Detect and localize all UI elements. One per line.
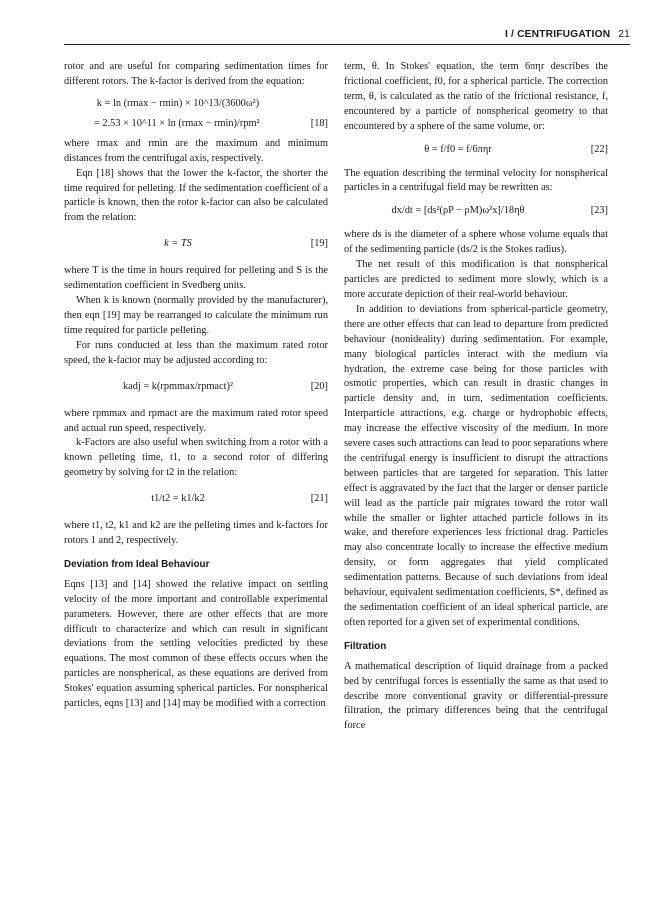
equation-19 [64, 236, 328, 252]
right-paragraph-3: where ds is the diameter of a sphere whose volume equals that of the sedimenting particle (ds/2 is the Stokes radius). [344, 229, 608, 256]
equation-23-expr: dx/dt = [ds²(ρP − ρM)ω²x]/18ηθ [391, 205, 525, 217]
left-paragraph-2: where rmax and rmin are the maximum and minimum distances from the centrifugal axis, respectively. [64, 137, 328, 164]
left-paragraph-7: where rpmmax and rpmact are the maximum rated rotor speed and actual run speed, respectively. [64, 407, 328, 434]
left-paragraph-6: For runs conducted at less than the maximum rated rotor speed, the k-factor may be adjusted according to: [64, 339, 328, 366]
left-paragraph-1: rotor and are useful for comparing sedimentation times for different rotors. The k-factor is derived from the equation: [64, 61, 328, 87]
right-paragraph-5: In addition to deviations from spherical-particle geometry, there are other effects that can lead to departure from predicted behaviour (nonideality) during sedimentation. For example, many biological particles interact with the medium via hydration, the extreme case being for those particles with osmotic properties, which can result in drastic changes in particle density and, in turn, sedimentation coefficients. Interparticle attractions, e.g. charge or hydrophobic effects, may increase the effective viscosity of the medium. In more severe cases such attractions can lead to poor separations where the centrifugal energy is insufficient to disrupt the attractions between particles that are targeted for separation. This latter effect is aggravated by the fact that the larger or denser particle will lead as the particle pair migrates toward the rotor wall while the smaller or lighter attached particle follows in its wake, and therefore experiences less frictional drag. Particles may also concentrate locally to increase the effective medium density, or form aggregates that yield complicated sedimentation patterns. Because of such deviations from ideal behaviour, equivalent sedimentation coefficients, S*, defined as the sedimentation coefficient of an ideal spherical particle, are often reported for a given set of experimental conditions. [344, 303, 608, 628]
page-number: 21 [618, 29, 630, 40]
right-paragraph-1: term, θ. In Stokes' equation, the term 6πηr describes the frictional coefficient, f0, for a spherical particle. The correction term, θ, is calculated as the ratio of the frictional resistance, f, encountered by a particle of nonspherical geometry to that encountered by a sphere of the same volume, or: [344, 61, 608, 132]
left-paragraph-4: where T is the time in hours required for pelleting and S is the sedimentation coefficient in Svedberg units. [64, 265, 328, 292]
equation-20 [64, 379, 328, 395]
equation-20-expr: kadj = k(rpmmax/rpmact)² [122, 380, 234, 392]
equation-20-number: [20] [310, 380, 328, 392]
right-paragraph-6: A mathematical description of liquid drainage from a packed bed by centrifugal forces is essentially the same as that used to describe more conventional gravity or differential-pressure filtration, the primary differences being that the centrifugal force [344, 660, 608, 732]
equation-22-number: [22] [590, 143, 608, 155]
equation-18-number: [18] [310, 117, 328, 129]
equation-21-expr: t1/t2 = k1/k2 [151, 493, 205, 505]
section-heading-filtration: Filtration [344, 640, 387, 652]
equation-21-number: [21] [310, 493, 328, 505]
equation-23-number: [23] [590, 205, 608, 217]
equation-18 [64, 96, 328, 132]
equation-22 [344, 142, 608, 158]
equation-18-line2: = 2.53 × 10^11 × ln (rmax − rmin)/rpm² [94, 117, 260, 129]
header-rule [64, 44, 630, 45]
equation-22-expr: θ = f/f0 = f/6πηr [424, 143, 492, 155]
section-heading-deviation: Deviation from Ideal Behaviour [64, 558, 210, 570]
left-paragraph-10: Eqns [13] and [14] showed the relative impact on settling velocity of the more important and controllable experimental parameters. However, there are other effects that are more difficult to characterize and which can result in significant deviations from the settling velocities predicted by these equations. The most common of these effects occurs when the particles are nonspherical, as these equations are derived from Stokes' equation assuming spherical particles. For nonspherical particles, eqns [13] and [14] may be modified with a correction [64, 578, 328, 710]
equation-23 [344, 203, 608, 219]
right-column [344, 60, 608, 734]
left-paragraph-3: Eqn [18] shows that the lower the k-factor, the shorter the time required for pelleting. If the sedimentation coefficient of a particle is known, then the rotor k-factor can also be calculated from the relation: [64, 167, 328, 224]
equation-18-line1: k = ln (rmax − rmin) × 10^13/(3600ω²) [96, 97, 260, 109]
running-head [505, 29, 630, 40]
running-head-title: I / CENTRIFUGATION [504, 29, 611, 40]
equation-19-number: [19] [310, 238, 328, 250]
equation-21 [64, 491, 328, 507]
equation-19-expr: k = TS [164, 238, 192, 250]
right-paragraph-4: The net result of this modification is that nonspherical particles are predicted to sediment more slowly, which is a more accurate depiction of their real-world behaviour. [344, 259, 608, 300]
right-paragraph-2: The equation describing the terminal velocity for nonspherical particles in a centrifugal field may be rewritten as: [344, 167, 608, 194]
left-column [64, 60, 328, 712]
left-paragraph-5: When k is known (normally provided by the manufacturer), then eqn [19] may be rearranged to calculate the minimum run time required for particle pelleting. [64, 295, 328, 336]
left-paragraph-9: where t1, t2, k1 and k2 are the pelleting times and k-factors for rotors 1 and 2, respectively. [64, 520, 328, 547]
left-paragraph-8: k-Factors are also useful when switching from a rotor with a known pelleting time, t1, to a second rotor of differing geometry by solving for t2 in the relation: [64, 437, 328, 479]
